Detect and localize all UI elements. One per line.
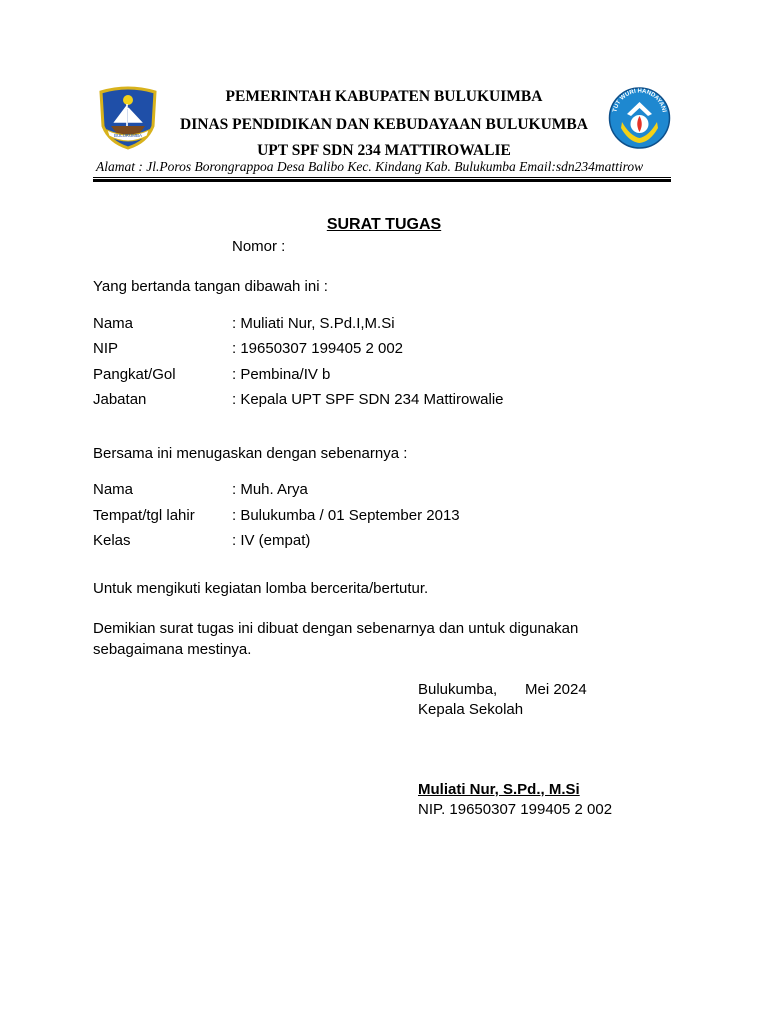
svg-text:TUT WURI HANDAYANI: TUT WURI HANDAYANI xyxy=(612,88,667,113)
assignment-intro-text: Bersama ini menugaskan dengan sebenarnya : xyxy=(93,445,408,462)
kop-line-department: DINAS PENDIDIKAN DAN KEBUDAYAAN BULUKUMBA xyxy=(180,116,588,133)
kop-line-government: PEMERINTAH KABUPATEN BULUKUIMBA xyxy=(225,88,543,105)
purpose-text: Untuk mengikuti kegiatan lomba bercerita/bertutur. xyxy=(93,580,429,597)
assignee-class-value: : IV (empat) xyxy=(232,532,311,549)
signer-nip-label: NIP xyxy=(93,340,119,357)
document-title: SURAT TUGAS xyxy=(326,216,442,233)
assignee-birth-value: : Bulukumba / 01 September 2013 xyxy=(232,507,460,524)
signatory-nip: NIP. 19650307 199405 2 002 xyxy=(418,801,613,818)
assignee-name-value: : Muh. Arya xyxy=(232,481,308,498)
kop-address: Alamat : Jl.Poros Borongrappoa Desa Balibo Kec. Kindang Kab. Bulukumba Email:sdn234mattirow xyxy=(96,159,644,174)
letterhead-divider-thin xyxy=(93,177,671,178)
intro-text: Yang bertanda tangan dibawah ini : xyxy=(93,278,328,295)
signer-position-label: Jabatan xyxy=(93,391,147,408)
svg-text:BULUKUMBA: BULUKUMBA xyxy=(113,133,143,138)
signatory-name: Muliati Nur, S.Pd., M.Si xyxy=(418,781,580,798)
closing-text-line2: sebagaimana mestinya. xyxy=(93,641,252,658)
assignee-name-label: Nama xyxy=(93,481,134,498)
letter-number: Nomor : xyxy=(232,238,286,255)
signature-date: Mei 2024 xyxy=(525,681,587,698)
kop-line-school: UPT SPF SDN 234 MATTIROWALIE xyxy=(257,142,511,159)
letterhead-divider-thick xyxy=(93,179,671,182)
signature-place: Bulukumba, xyxy=(418,681,498,698)
assignee-class-label: Kelas xyxy=(93,532,131,549)
signature-position: Kepala Sekolah xyxy=(418,701,524,718)
signer-name-value: : Muliati Nur, S.Pd.I,M.Si xyxy=(232,315,395,332)
signer-position-value: : Kepala UPT SPF SDN 234 Mattirowalie xyxy=(232,391,504,408)
closing-text-line1: Demikian surat tugas ini dibuat dengan sebenarnya dan untuk digunakan xyxy=(93,620,579,637)
signer-name-label: Nama xyxy=(93,315,134,332)
signer-nip-value: : 19650307 199405 2 002 xyxy=(232,340,403,357)
signer-rank-label: Pangkat/Gol xyxy=(93,366,176,383)
signer-rank-value: : Pembina/IV b xyxy=(232,366,331,383)
assignee-birth-label: Tempat/tgl lahir xyxy=(93,507,195,524)
